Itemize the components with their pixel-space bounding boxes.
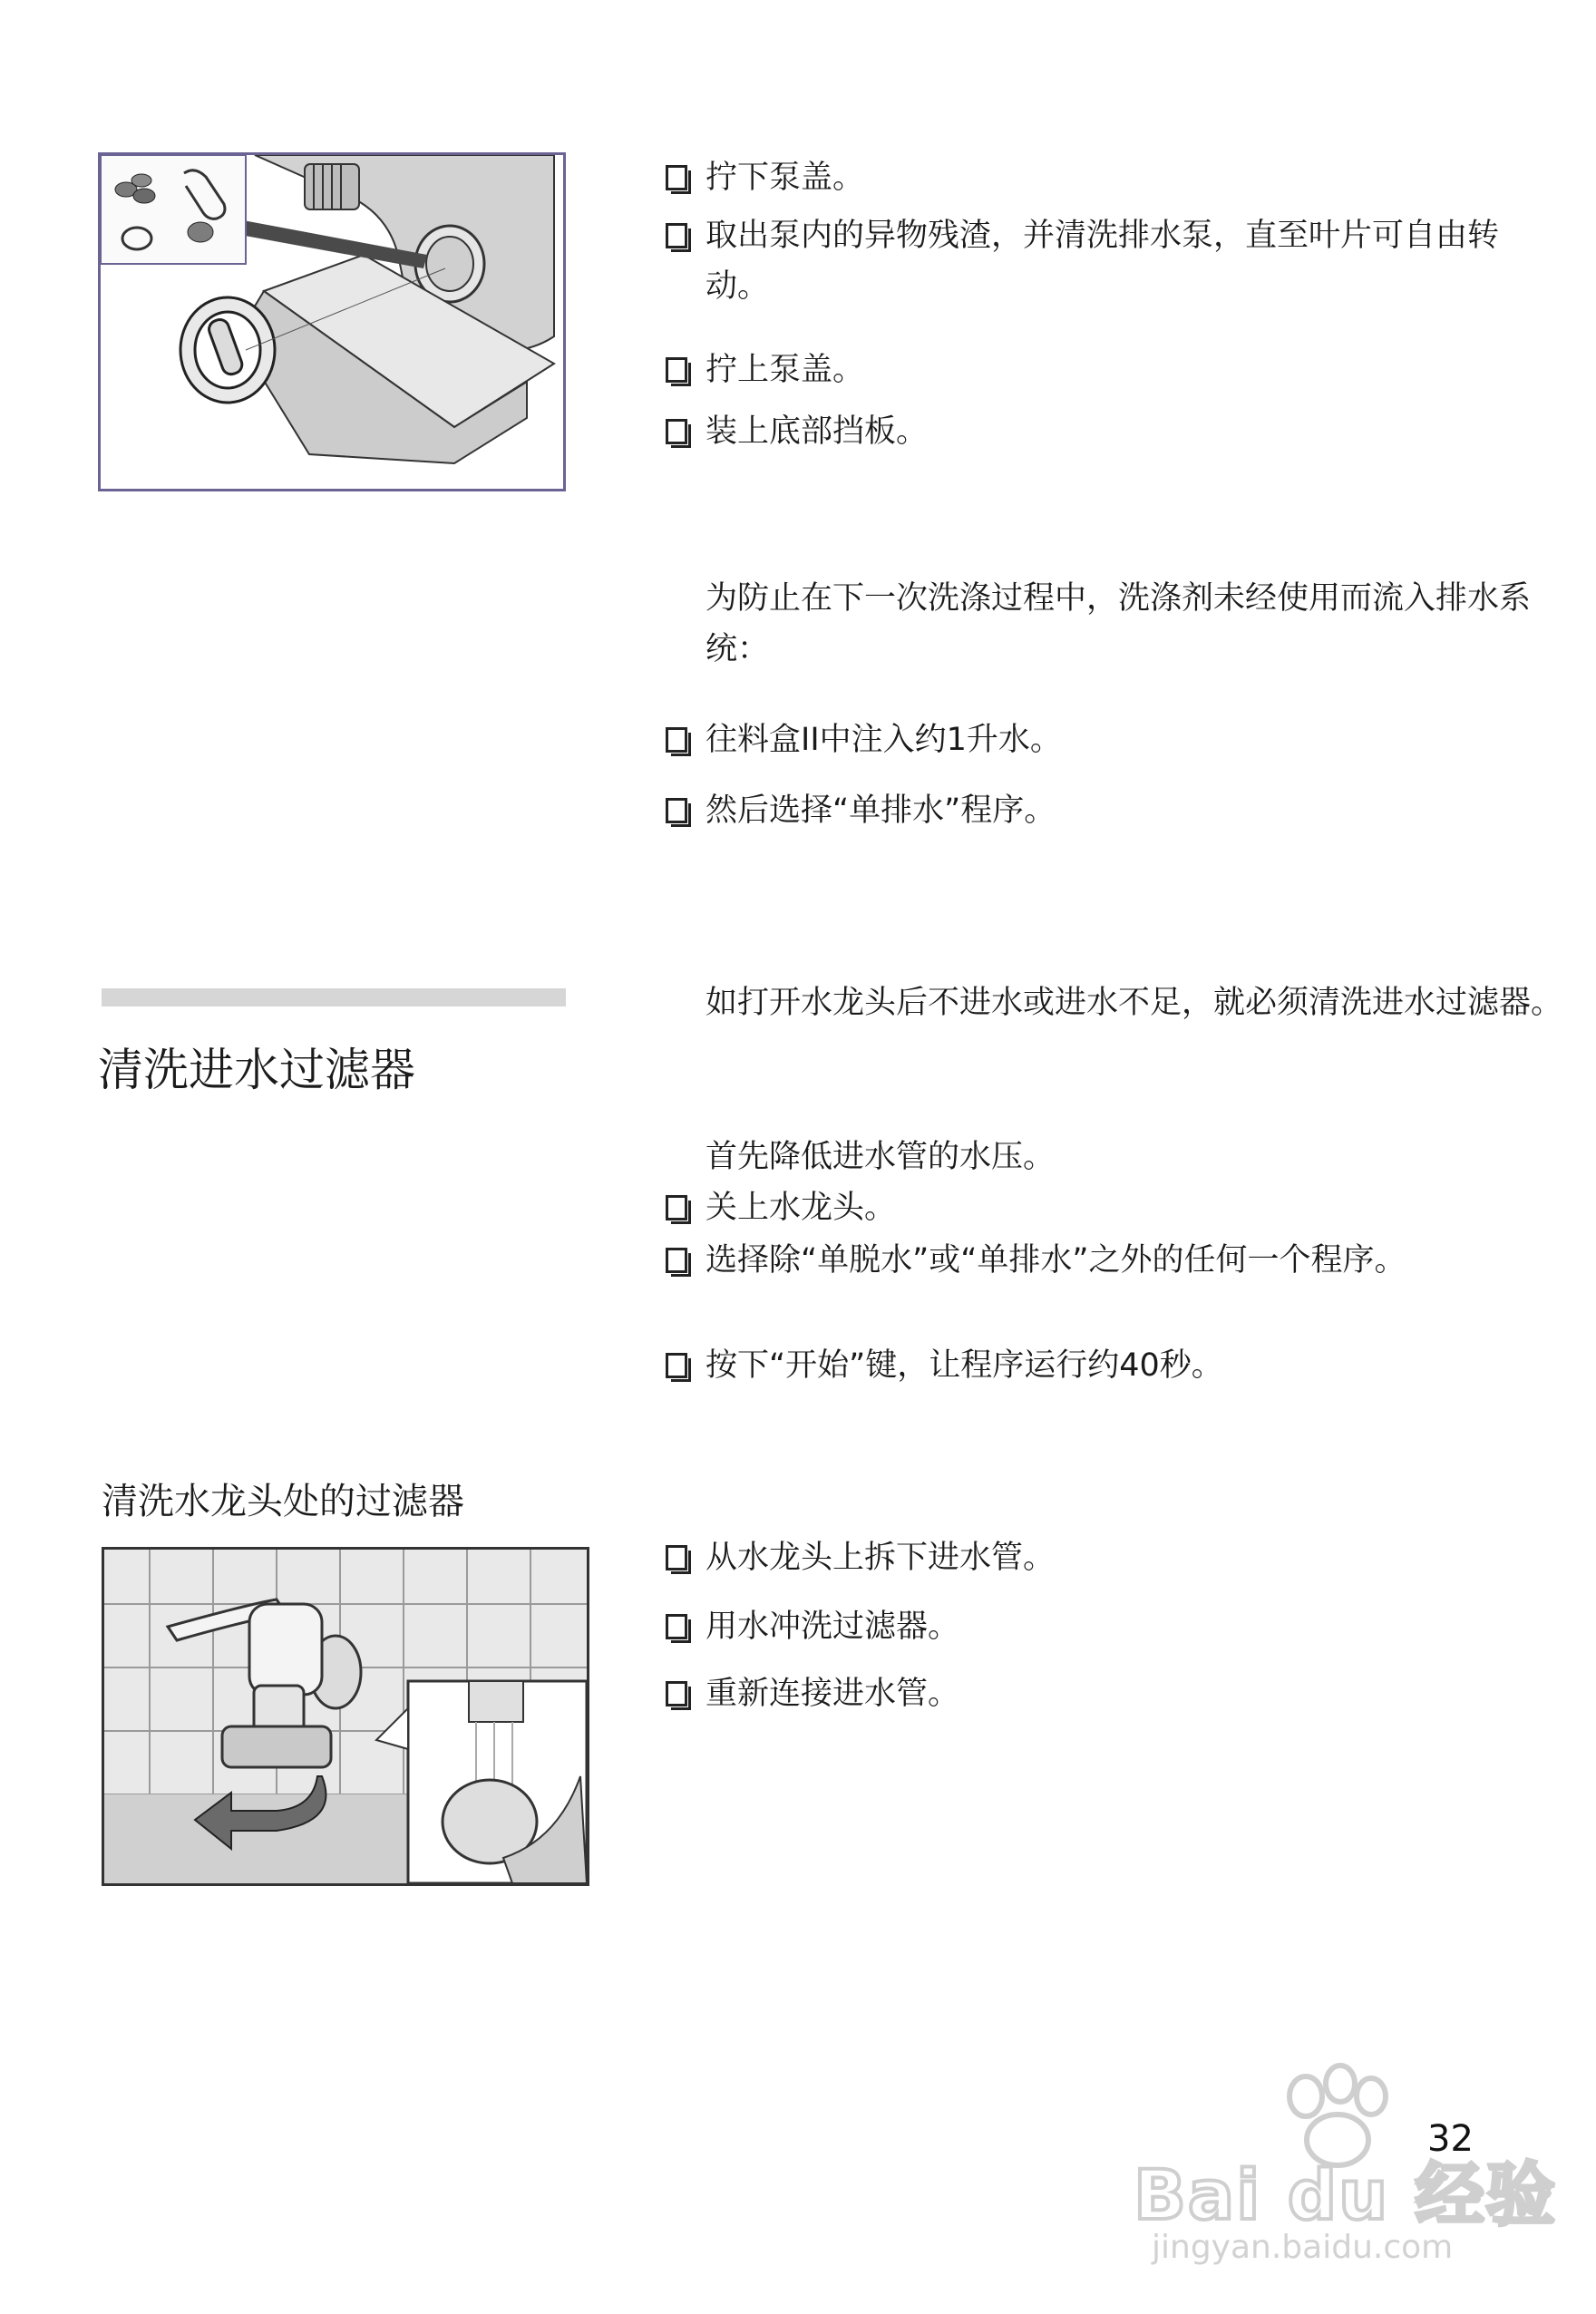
step-screw-pump-cover (662, 345, 1569, 395)
checkbox-icon (666, 223, 687, 248)
checkbox-icon (666, 1248, 687, 1273)
section-divider (102, 988, 566, 1006)
step-press-start (662, 1340, 1569, 1391)
step-select-program (662, 1235, 1533, 1286)
checkbox-icon (666, 357, 687, 383)
checkbox-icon (666, 1614, 687, 1639)
checkbox-icon (666, 1545, 687, 1570)
step-text: 拧上泵盖。 (706, 352, 865, 388)
checkbox-icon (666, 1353, 687, 1378)
tap-filter-heading: 清洗水龙头处的过滤器 (102, 1481, 464, 1522)
step-remove-debris (662, 210, 1533, 312)
step-unscrew-pump-cover (662, 152, 1569, 203)
step-rinse-filter (662, 1601, 1569, 1652)
step-text: 取出泵内的异物残渣，并清洗排水泵，直至叶片可自由转动。 (706, 218, 1500, 305)
step-text: 然后选择“单排水”程序。 (706, 792, 1056, 829)
page-number: 32 (1427, 2118, 1474, 2160)
step-text: 用水冲洗过滤器。 (706, 1609, 960, 1645)
section-heading: 清洗进水过滤器 (98, 1044, 415, 1096)
step-text: 重新连接进水管。 (706, 1676, 960, 1712)
section-first: 首先降低进水管的水压。 (706, 1139, 1056, 1175)
step-select-drain (662, 785, 1569, 836)
step-close-tap (662, 1182, 1569, 1233)
step-text: 按下“开始”键，让程序运行约40秒。 (706, 1347, 1223, 1384)
step-add-water (662, 715, 1569, 765)
checkbox-icon (666, 1195, 687, 1220)
watermark-url: jingyan.baidu.com (1152, 2229, 1454, 2266)
step-text: 选择除“单脱水”或“单排水”之外的任何一个程序。 (706, 1242, 1406, 1279)
checkbox-icon (666, 1681, 687, 1706)
pump-cleaning-illustration (98, 152, 566, 491)
step-text: 拧下泵盖。 (706, 160, 865, 196)
checkbox-icon (666, 727, 687, 753)
step-text: 装上底部挡板。 (706, 413, 929, 450)
tap-filter-illustration (102, 1547, 589, 1886)
checkbox-icon (666, 798, 687, 823)
step-reconnect-hose (662, 1668, 1569, 1719)
drain-note: 为防止在下一次洗涤过程中，洗涤剂未经使用而流入排水系统： (706, 580, 1532, 667)
step-install-panel (662, 406, 1569, 457)
checkbox-icon (666, 419, 687, 444)
section-intro: 如打开水龙头后不进水或进水不足，就必须清洗进水过滤器。 (706, 985, 1563, 1021)
step-text: 从水龙头上拆下进水管。 (706, 1540, 1056, 1576)
watermark-logo-text: Bai du 经验 (1134, 2154, 1557, 2235)
step-text: 往料盒II中注入约1升水。 (706, 722, 1062, 758)
checkbox-icon (666, 165, 687, 190)
step-remove-hose (662, 1532, 1569, 1583)
step-text: 关上水龙头。 (706, 1190, 897, 1226)
